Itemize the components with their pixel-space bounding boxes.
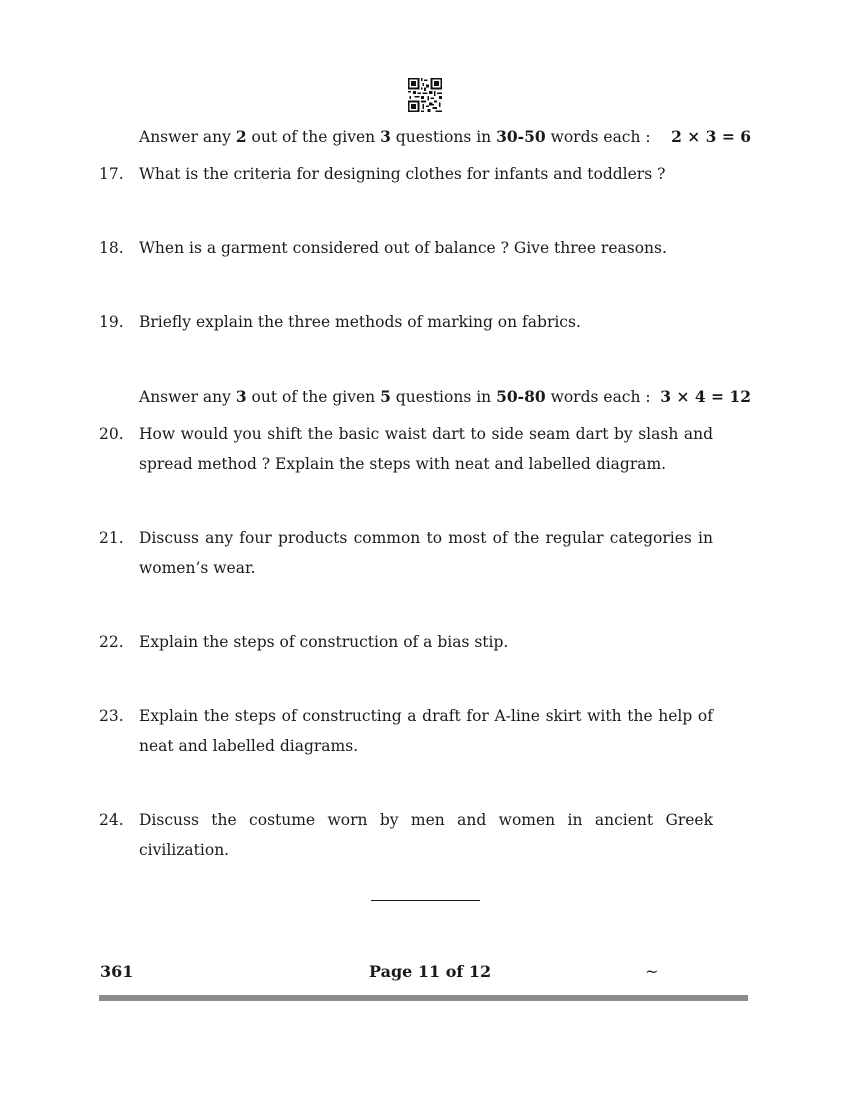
question-number: 23. xyxy=(99,707,124,725)
question-number: 18. xyxy=(99,239,124,257)
question-number: 20. xyxy=(99,425,124,443)
question-number: 17. xyxy=(99,165,124,183)
question-number: 21. xyxy=(99,529,124,547)
question-text: When is a garment considered out of balance ? Give three reasons. xyxy=(139,239,667,257)
question-text: Explain the steps of constructing a draft for A-line skirt with the help of neat and labelled diagrams. xyxy=(139,707,713,755)
question-item xyxy=(99,701,713,761)
question-number: 19. xyxy=(99,313,124,331)
question-item xyxy=(99,627,713,657)
question-text: Explain the steps of construction of a bias stip. xyxy=(139,633,509,651)
question-item xyxy=(99,805,713,865)
marks-scheme: 2 × 3 = 6 xyxy=(671,127,751,146)
question-text: Briefly explain the three methods of marking on fabrics. xyxy=(139,313,581,331)
question-item xyxy=(99,307,713,337)
question-item xyxy=(99,523,713,583)
end-divider xyxy=(371,900,480,901)
question-item xyxy=(99,419,713,479)
marks-scheme: 3 × 4 = 12 xyxy=(660,387,751,406)
question-text: Discuss any four products common to most of the regular categories in women’s wear. xyxy=(139,529,713,577)
instruction-text: Answer any 3 out of the given 5 questions in 50-80 words each : xyxy=(139,387,651,406)
question-item xyxy=(99,159,713,189)
qr-code-icon xyxy=(408,78,442,112)
question-number: 24. xyxy=(99,811,124,829)
section-instruction xyxy=(139,127,751,147)
page-number: Page 11 of 12 xyxy=(369,962,492,981)
question-item xyxy=(99,233,713,263)
section-instruction xyxy=(139,387,751,407)
question-text: How would you shift the basic waist dart to side seam dart by slash and spread method ? Explain the steps with neat and labelled diagram. xyxy=(139,425,713,473)
subject-code: 361 xyxy=(100,962,134,981)
question-text: Discuss the costume worn by men and women in ancient Greek civilization. xyxy=(139,811,713,859)
footer-mark: ~ xyxy=(645,962,659,981)
instruction-text: Answer any 2 out of the given 3 questions in 30-50 words each : xyxy=(139,127,651,146)
question-number: 22. xyxy=(99,633,124,651)
question-text: What is the criteria for designing clothes for infants and toddlers ? xyxy=(139,165,666,183)
footer-bar xyxy=(99,995,748,1001)
